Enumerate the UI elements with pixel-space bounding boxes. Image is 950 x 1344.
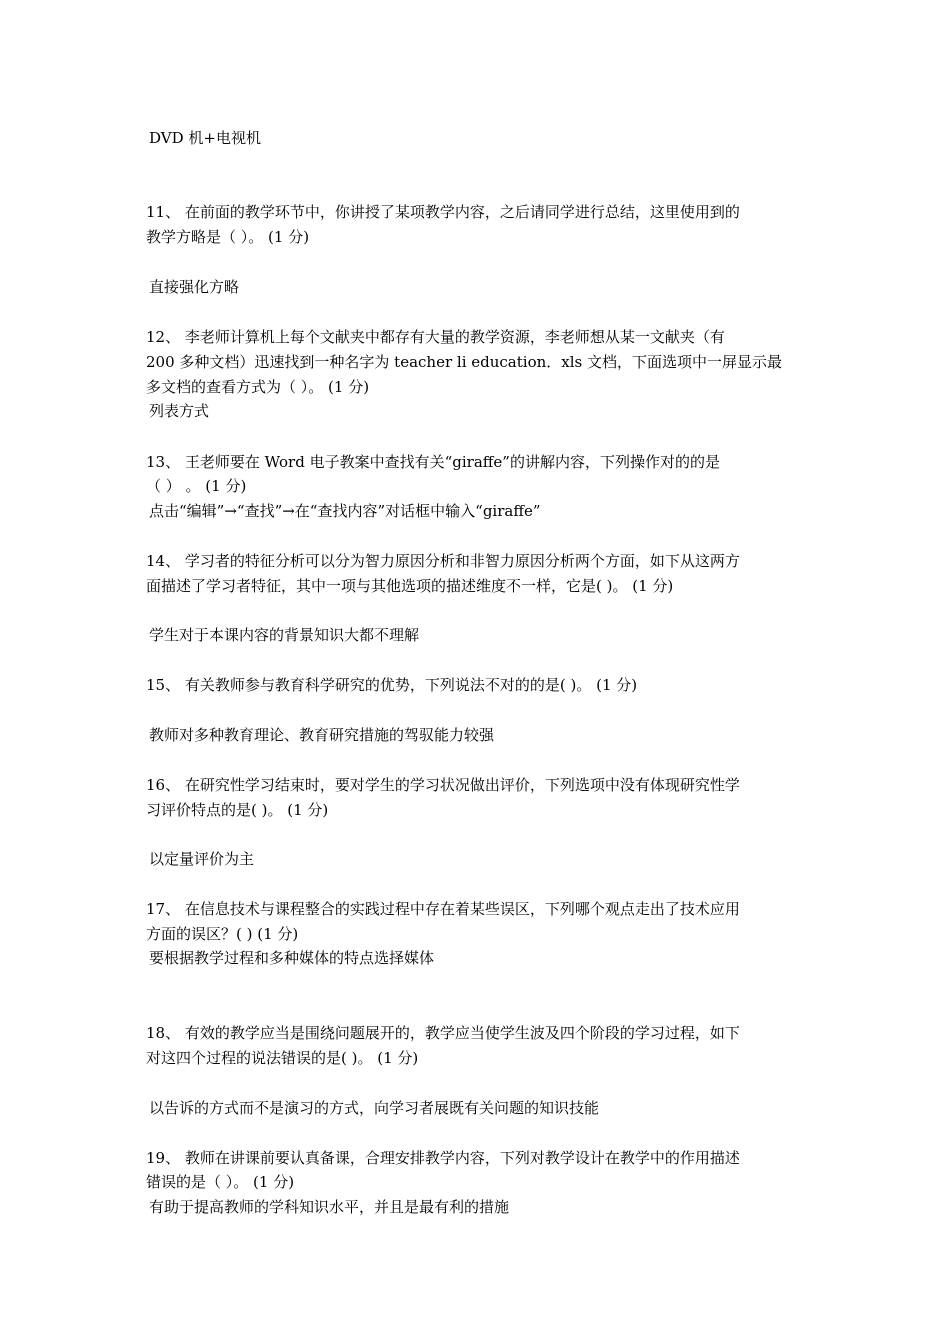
- question-13-line-2: （ ） 。 (1 分): [146, 477, 247, 495]
- answer-14: 学生对于本课内容的背景知识大都不理解: [149, 626, 420, 644]
- question-11-line-2: 教学方略是（ ）。 (1 分): [146, 228, 310, 246]
- answer-17: 要根据教学过程和多种媒体的特点选择媒体: [149, 949, 435, 967]
- answer-line: DVD 机+电视机: [149, 129, 261, 147]
- question-12-line-2: 200 多种文档）迅速找到一种名字为 teacher li education．xls 文档，下面选项中一屏显示最: [146, 353, 782, 371]
- question-18-line-2: 对这四个过程的说法错误的是( )。 (1 分): [146, 1049, 419, 1067]
- question-14-line-2: 面描述了学习者特征，其中一项与其他选项的描述维度不一样，它是( )。 (1 分): [146, 577, 674, 595]
- question-18-line-1: 18、 有效的教学应当是围绕问题展开的，教学应当使学生波及四个阶段的学习过程，如下: [146, 1024, 740, 1042]
- answer-19: 有助于提高教师的学科知识水平，并且是最有利的措施: [149, 1198, 510, 1216]
- answer-11: 直接强化方略: [149, 278, 240, 296]
- answer-13: 点击“编辑”→“查找”→在“查找内容”对话框中输入“giraffe”: [149, 502, 541, 520]
- question-11-line-1: 11、 在前面的教学环节中，你讲授了某项教学内容，之后请同学进行总结，这里使用到的: [146, 203, 740, 221]
- question-14-line-1: 14、 学习者的特征分析可以分为智力原因分析和非智力原因分析两个方面，如下从这两方: [146, 552, 740, 570]
- question-17-line-2: 方面的误区？( ) (1 分): [146, 925, 299, 943]
- question-19-line-1: 19、 教师在讲课前要认真备课，合理安排教学内容，下列对教学设计在教学中的作用描述: [146, 1149, 740, 1167]
- question-16-line-2: 习评价特点的是( )。 (1 分): [146, 801, 329, 819]
- answer-12: 列表方式: [149, 402, 210, 420]
- answer-18: 以告诉的方式而不是演习的方式，向学习者展既有关问题的知识技能: [149, 1099, 600, 1117]
- question-16-line-1: 16、 在研究性学习结束时，要对学生的学习状况做出评价，下列选项中没有体现研究性学: [146, 776, 740, 794]
- question-17-line-1: 17、 在信息技术与课程整合的实践过程中存在着某些误区，下列哪个观点走出了技术应用: [146, 900, 740, 918]
- answer-15: 教师对多种教育理论、教育研究措施的驾驭能力较强: [149, 726, 495, 744]
- answer-16: 以定量评价为主: [149, 850, 255, 868]
- question-19-line-2: 错误的是（ ）。 (1 分): [146, 1173, 295, 1191]
- question-15-line-1: 15、 有关教师参与教育科学研究的优势，下列说法不对的的是( )。 (1 分): [146, 676, 638, 694]
- question-13-line-1: 13、 王老师要在 Word 电子教案中查找有关“giraffe”的讲解内容，下列操作对的的是: [146, 453, 720, 471]
- question-12-line-3: 多文档的查看方式为（ ）。 (1 分): [146, 378, 370, 396]
- question-12-line-1: 12、 李老师计算机上每个文献夹中都存有大量的教学资源，李老师想从某一文献夹（有: [146, 328, 725, 346]
